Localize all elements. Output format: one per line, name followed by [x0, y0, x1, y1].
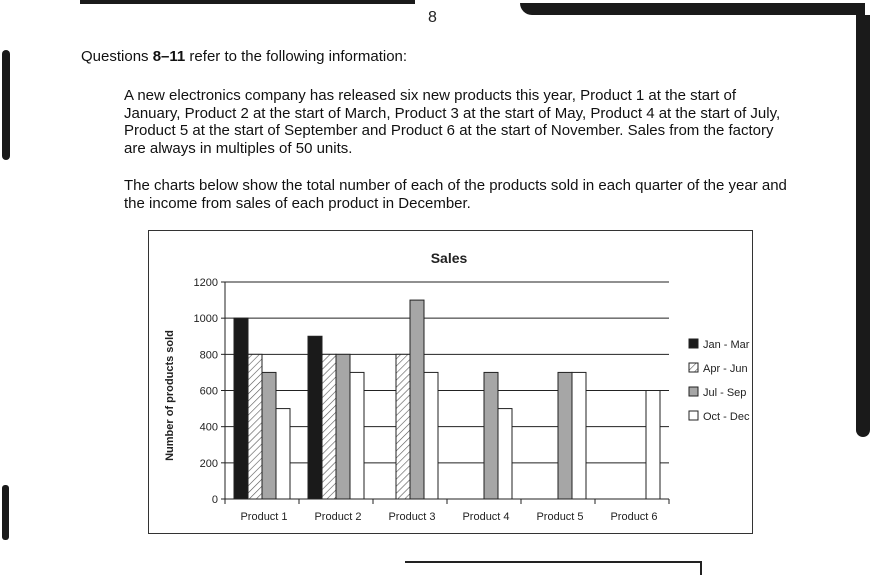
- bar-oct-dec: [350, 372, 364, 499]
- info-paragraph: A new electronics company has released six new products this year, Product 1 at the start of January, Product 2 at the start of March, Product 3 at the start of May, Product 4 at the start of July, Product 5 at the start of September and Product 6 at the start of November. Sales from the factory are always in multiples of 50 units.: [124, 87, 781, 157]
- page-number: 8: [428, 9, 437, 26]
- y-tick-label: 1000: [193, 313, 218, 326]
- x-tick-label: Product 2: [314, 511, 362, 523]
- x-tick-label: Product 5: [536, 511, 584, 523]
- intro-prefix: Questions: [81, 48, 153, 65]
- x-tick-label: Product 6: [610, 511, 658, 523]
- intro-suffix: refer to the following information:: [185, 48, 408, 65]
- bar-jul-sep: [336, 354, 350, 499]
- scan-border-left-lower: [2, 485, 9, 540]
- sales-chart: [148, 230, 753, 534]
- chart-description-paragraph: The charts below show the total number of each of the products sold in each quarter of the year and the income from sales of each product in December.: [124, 177, 787, 212]
- legend-label: Jan - Mar: [703, 339, 750, 351]
- chart-title: Sales: [430, 250, 468, 266]
- bar-apr-jun: [248, 354, 262, 499]
- legend-label: Oct - Dec: [703, 411, 750, 423]
- bar-jul-sep: [262, 372, 276, 499]
- bar-jul-sep: [410, 300, 424, 499]
- legend-swatch: [689, 363, 698, 372]
- legend-label: Apr - Jun: [703, 363, 748, 375]
- legend-swatch: [689, 387, 698, 396]
- y-tick-label: 0: [211, 494, 218, 506]
- legend-swatch: [689, 411, 698, 420]
- x-tick-label: Product 4: [462, 511, 510, 523]
- bar-oct-dec: [424, 372, 438, 499]
- scan-border-top-left: [80, 0, 415, 4]
- bar-jan-mar: [308, 336, 322, 499]
- bar-apr-jun: [322, 354, 336, 499]
- y-tick-label: 800: [199, 349, 218, 362]
- questions-intro: [81, 48, 407, 65]
- legend-label: Jul - Sep: [703, 387, 747, 399]
- scan-border-top-right: [520, 3, 865, 15]
- y-axis-label: Number of products sold: [164, 330, 176, 461]
- scan-border-left-upper: [2, 50, 10, 160]
- y-tick-label: 200: [199, 457, 218, 470]
- intro-range: 8–11: [152, 48, 186, 65]
- bar-oct-dec: [646, 391, 660, 500]
- bar-oct-dec: [572, 372, 586, 499]
- bar-oct-dec: [498, 409, 512, 499]
- bar-jan-mar: [234, 318, 248, 499]
- scan-border-right: [856, 15, 870, 437]
- y-tick-label: 400: [199, 421, 218, 434]
- y-tick-label: 600: [199, 385, 218, 398]
- x-tick-label: Product 3: [388, 511, 436, 523]
- bar-jul-sep: [484, 372, 498, 499]
- bar-apr-jun: [396, 354, 410, 499]
- x-tick-label: Product 1: [240, 511, 288, 523]
- bottom-rule-tick: [700, 561, 702, 575]
- legend-swatch: [689, 339, 698, 348]
- bottom-rule: [405, 561, 702, 563]
- bar-jul-sep: [558, 372, 572, 499]
- bar-oct-dec: [276, 409, 290, 499]
- sales-chart-svg: [149, 231, 754, 535]
- y-tick-label: 1200: [193, 277, 218, 289]
